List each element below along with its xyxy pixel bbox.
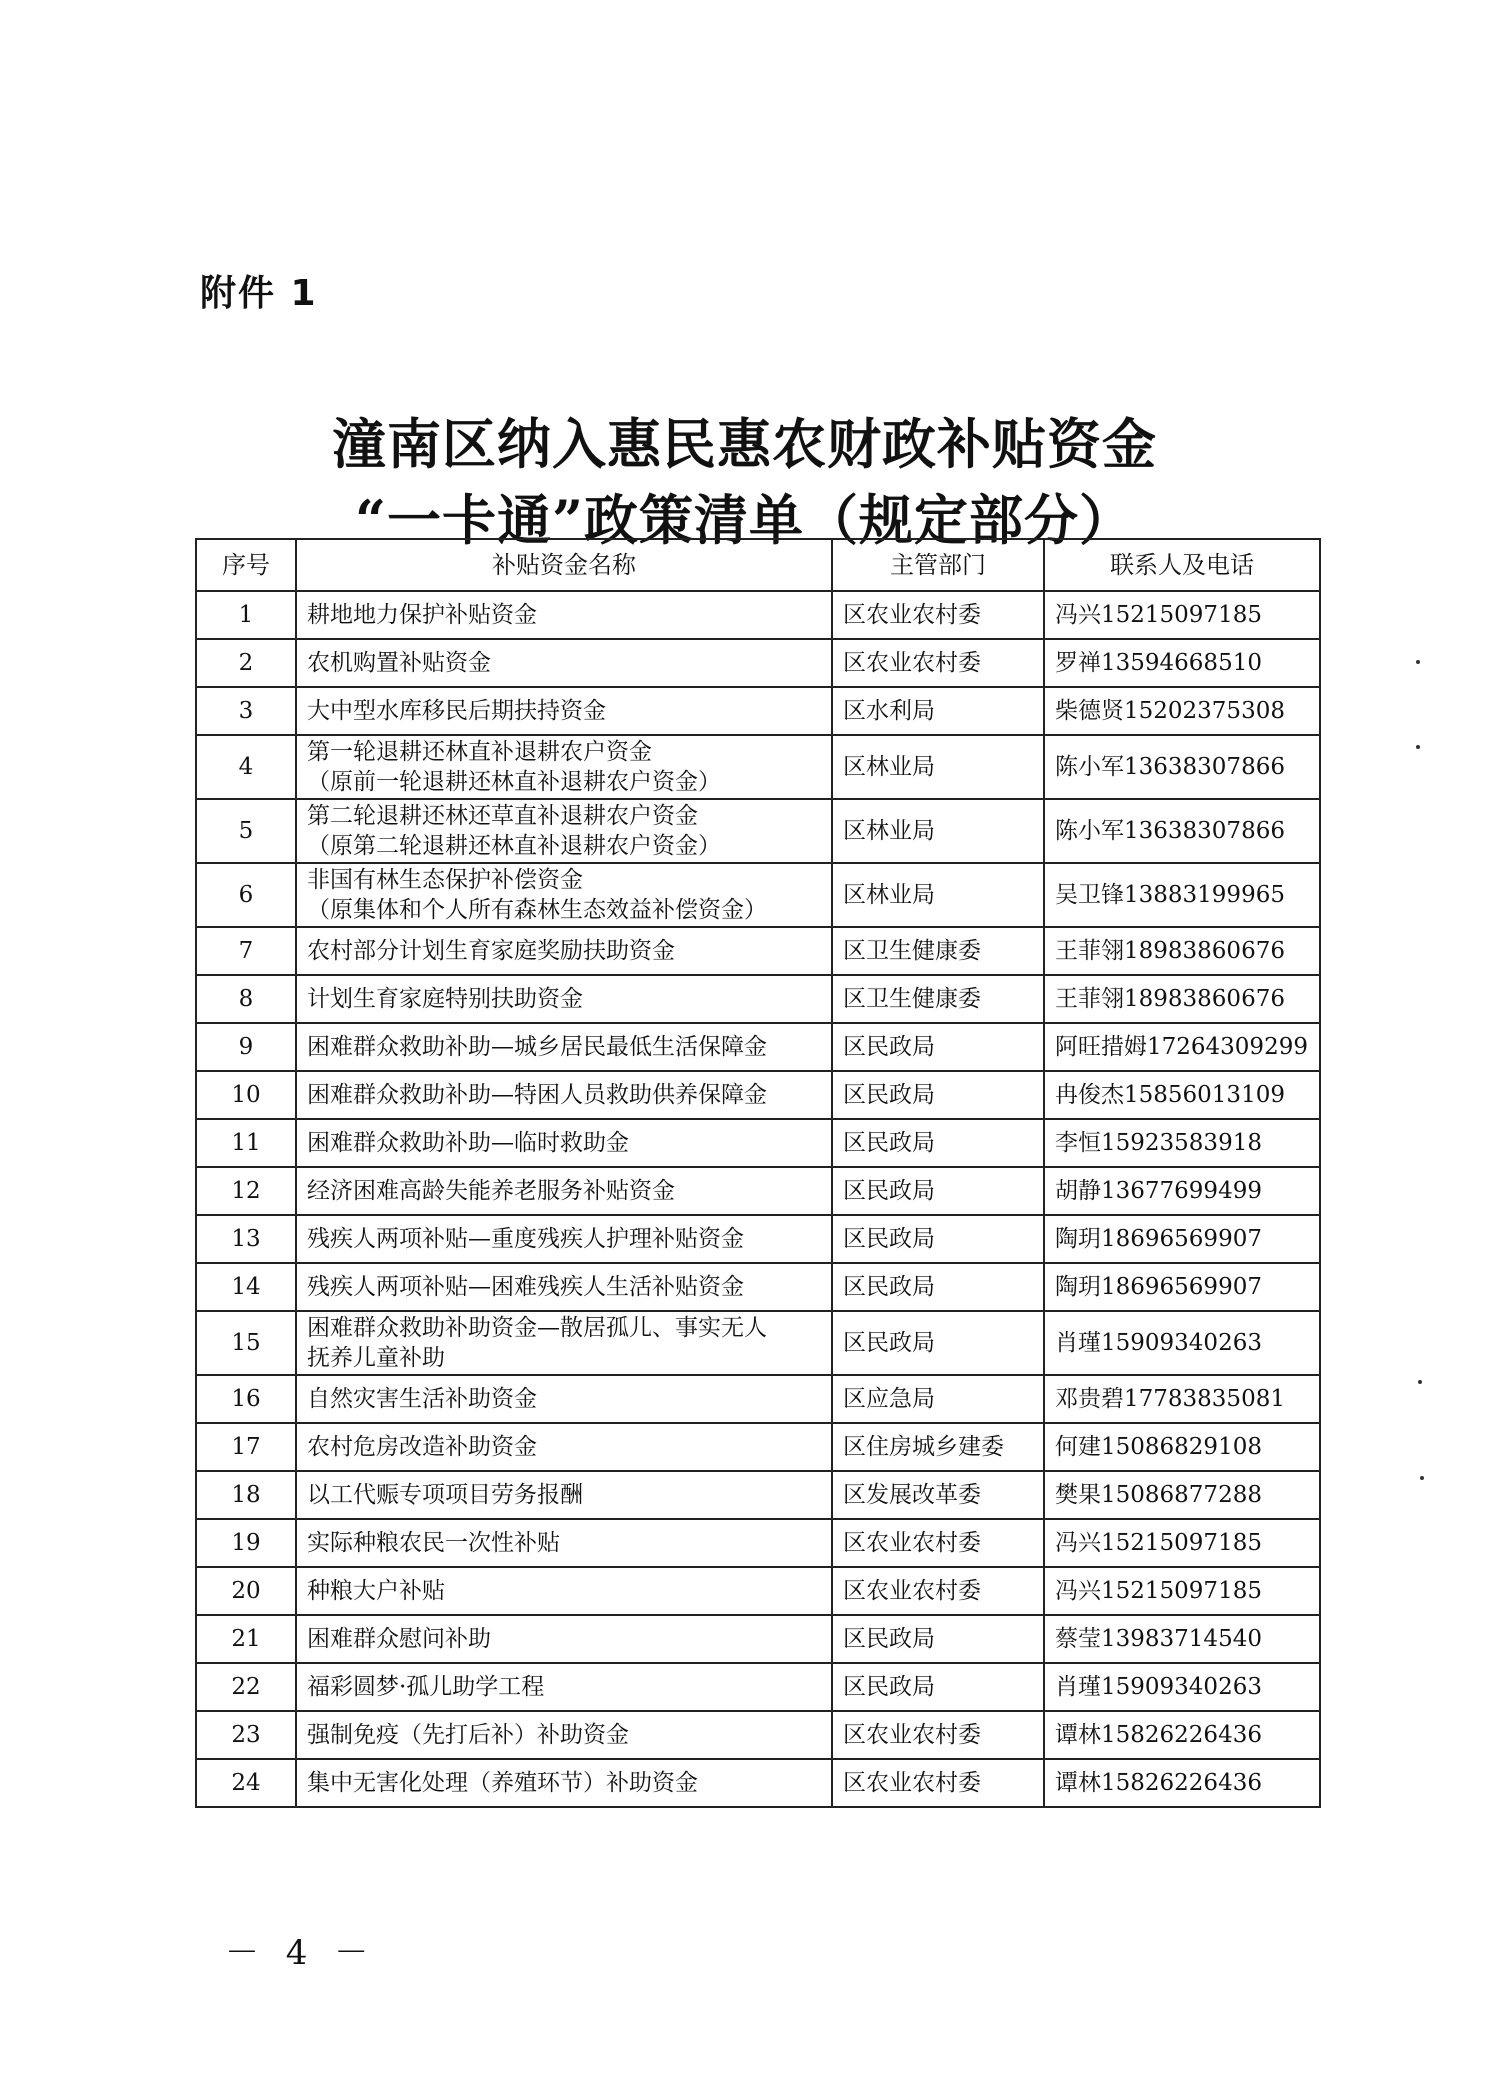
- fund-name-cell: [296, 1615, 832, 1663]
- contact-cell: 胡静13677699499: [1044, 1167, 1320, 1215]
- contact-cell: 肖瑾15909340263: [1044, 1663, 1320, 1711]
- department-cell: 区民政局: [832, 1071, 1044, 1119]
- fund-name-cell: [296, 799, 832, 863]
- contact-cell: 冉俊杰15856013109: [1044, 1071, 1320, 1119]
- fund-name-cell: [296, 1519, 832, 1567]
- fund-name: 强制免疫（先打后补）补助资金: [307, 1722, 629, 1748]
- department-cell: 区林业局: [832, 799, 1044, 863]
- table-header-row: [196, 539, 1320, 591]
- table-row: [196, 1615, 1320, 1663]
- header-fund-name: 补贴资金名称: [296, 539, 832, 591]
- row-number: 14: [196, 1263, 296, 1311]
- table-row: [196, 1263, 1320, 1311]
- fund-name-cell: [296, 1759, 832, 1807]
- table-row: [196, 1711, 1320, 1759]
- table-row: [196, 863, 1320, 927]
- table-row: [196, 639, 1320, 687]
- row-number: 24: [196, 1759, 296, 1807]
- contact-cell: 邓贵碧17783835081: [1044, 1375, 1320, 1423]
- fund-name: 以工代赈专项项目劳务报酬: [307, 1482, 583, 1508]
- table-body: [196, 591, 1320, 1807]
- fund-name: 残疾人两项补贴—重度残疾人护理补贴资金: [307, 1226, 744, 1252]
- row-number: 5: [196, 799, 296, 863]
- fund-name: 大中型水库移民后期扶持资金: [307, 698, 606, 724]
- fund-name: 福彩圆梦·孤儿助学工程: [307, 1674, 545, 1700]
- table-row: [196, 1215, 1320, 1263]
- fund-name-cell: [296, 1071, 832, 1119]
- department-cell: 区民政局: [832, 1663, 1044, 1711]
- fund-name: 非国有林生态保护补偿资金: [307, 867, 583, 893]
- contact-cell: 陶玥18696569907: [1044, 1215, 1320, 1263]
- row-number: 23: [196, 1711, 296, 1759]
- scan-speck: [1416, 660, 1420, 664]
- row-number: 10: [196, 1071, 296, 1119]
- row-number: 13: [196, 1215, 296, 1263]
- row-number: 6: [196, 863, 296, 927]
- table-row: [196, 591, 1320, 639]
- fund-name-cell: [296, 735, 832, 799]
- fund-name: 经济困难高龄失能养老服务补贴资金: [307, 1178, 675, 1204]
- scan-speck: [1418, 1380, 1422, 1384]
- table-row: [196, 1311, 1320, 1375]
- fund-name-cell: [296, 1263, 832, 1311]
- department-cell: 区民政局: [832, 1615, 1044, 1663]
- scan-speck: [1420, 1476, 1424, 1480]
- fund-name-note: （原集体和个人所有森林生态效益补偿资金）: [307, 897, 767, 923]
- contact-cell: 王菲翎18983860676: [1044, 975, 1320, 1023]
- table-row: [196, 1471, 1320, 1519]
- row-number: 7: [196, 927, 296, 975]
- fund-name-cell: [296, 1471, 832, 1519]
- row-number: 19: [196, 1519, 296, 1567]
- contact-cell: 阿旺措姆17264309299: [1044, 1023, 1320, 1071]
- page-number: － 4 －: [225, 1933, 377, 1973]
- document-title-line-1: 潼南区纳入惠民惠农财政补贴资金: [332, 412, 1157, 476]
- fund-name: 残疾人两项补贴—困难残疾人生活补贴资金: [307, 1274, 744, 1300]
- department-cell: 区民政局: [832, 1023, 1044, 1071]
- department-cell: 区民政局: [832, 1119, 1044, 1167]
- department-cell: 区农业农村委: [832, 1567, 1044, 1615]
- row-number: 1: [196, 591, 296, 639]
- fund-name-note: （原前一轮退耕还林直补退耕农户资金）: [307, 769, 721, 795]
- department-cell: 区民政局: [832, 1167, 1044, 1215]
- fund-name-cell: [296, 927, 832, 975]
- fund-name-cell: [296, 1119, 832, 1167]
- fund-name-cell: [296, 1663, 832, 1711]
- fund-name: 农村危房改造补助资金: [307, 1434, 537, 1460]
- fund-name: 集中无害化处理（养殖环节）补助资金: [307, 1770, 698, 1796]
- table-row: [196, 1759, 1320, 1807]
- fund-name-cell: [296, 863, 832, 927]
- department-cell: 区住房城乡建委: [832, 1423, 1044, 1471]
- row-number: 22: [196, 1663, 296, 1711]
- table-row: [196, 687, 1320, 735]
- fund-name-cell: [296, 1567, 832, 1615]
- contact-cell: 陈小军13638307866: [1044, 799, 1320, 863]
- row-number: 3: [196, 687, 296, 735]
- table-row: [196, 1519, 1320, 1567]
- department-cell: 区民政局: [832, 1263, 1044, 1311]
- fund-name-cell: [296, 591, 832, 639]
- table-row: [196, 1023, 1320, 1071]
- fund-name-cell: [296, 639, 832, 687]
- fund-name: 种粮大户补贴: [307, 1578, 445, 1604]
- contact-cell: 冯兴15215097185: [1044, 1519, 1320, 1567]
- fund-name: 困难群众救助补助资金—散居孤儿、事实无人: [307, 1315, 767, 1341]
- fund-name: 困难群众慰问补助: [307, 1626, 491, 1652]
- fund-name: 困难群众救助补助—城乡居民最低生活保障金: [307, 1034, 767, 1060]
- contact-cell: 陈小军13638307866: [1044, 735, 1320, 799]
- row-number: 4: [196, 735, 296, 799]
- department-cell: 区民政局: [832, 1311, 1044, 1375]
- row-number: 2: [196, 639, 296, 687]
- department-cell: 区水利局: [832, 687, 1044, 735]
- department-cell: 区林业局: [832, 863, 1044, 927]
- department-cell: 区农业农村委: [832, 591, 1044, 639]
- contact-cell: 罗禅13594668510: [1044, 639, 1320, 687]
- fund-name-cell: [296, 1375, 832, 1423]
- department-cell: 区卫生健康委: [832, 975, 1044, 1023]
- contact-cell: 柴德贤15202375308: [1044, 687, 1320, 735]
- department-cell: 区农业农村委: [832, 1711, 1044, 1759]
- contact-cell: 蔡莹13983714540: [1044, 1615, 1320, 1663]
- table-row: [196, 1071, 1320, 1119]
- row-number: 21: [196, 1615, 296, 1663]
- department-cell: 区农业农村委: [832, 1519, 1044, 1567]
- table-row: [196, 975, 1320, 1023]
- fund-name-note: （原第二轮退耕还林直补退耕农户资金）: [307, 833, 721, 859]
- fund-name: 农机购置补贴资金: [307, 650, 491, 676]
- department-cell: 区应急局: [832, 1375, 1044, 1423]
- table-row: [196, 735, 1320, 799]
- scan-speck: [1416, 745, 1420, 749]
- contact-cell: 陶玥18696569907: [1044, 1263, 1320, 1311]
- row-number: 16: [196, 1375, 296, 1423]
- contact-cell: 冯兴15215097185: [1044, 591, 1320, 639]
- fund-name: 实际种粮农民一次性补贴: [307, 1530, 560, 1556]
- contact-cell: 谭林15826226436: [1044, 1759, 1320, 1807]
- row-number: 18: [196, 1471, 296, 1519]
- table-row: [196, 1119, 1320, 1167]
- row-number: 8: [196, 975, 296, 1023]
- table-row: [196, 1567, 1320, 1615]
- table-row: [196, 799, 1320, 863]
- row-number: 12: [196, 1167, 296, 1215]
- fund-name: 第一轮退耕还林直补退耕农户资金: [307, 739, 652, 765]
- contact-cell: 吴卫锋13883199965: [1044, 863, 1320, 927]
- department-cell: 区民政局: [832, 1215, 1044, 1263]
- department-cell: 区卫生健康委: [832, 927, 1044, 975]
- fund-name-note: 抚养儿童补助: [307, 1345, 445, 1371]
- policy-table: [195, 538, 1321, 1808]
- fund-name-cell: [296, 1023, 832, 1071]
- table-row: [196, 1375, 1320, 1423]
- fund-name: 农村部分计划生育家庭奖励扶助资金: [307, 938, 675, 964]
- row-number: 9: [196, 1023, 296, 1071]
- row-number: 11: [196, 1119, 296, 1167]
- contact-cell: 樊果15086877288: [1044, 1471, 1320, 1519]
- contact-cell: 肖瑾15909340263: [1044, 1311, 1320, 1375]
- department-cell: 区发展改革委: [832, 1471, 1044, 1519]
- table-row: [196, 1663, 1320, 1711]
- fund-name: 困难群众救助补助—特困人员救助供养保障金: [307, 1082, 767, 1108]
- table-row: [196, 927, 1320, 975]
- row-number: 17: [196, 1423, 296, 1471]
- contact-cell: 谭林15826226436: [1044, 1711, 1320, 1759]
- document-title-line-2: “一卡通”政策清单（规定部分）: [354, 488, 1135, 552]
- department-cell: 区农业农村委: [832, 1759, 1044, 1807]
- fund-name-cell: [296, 975, 832, 1023]
- fund-name-cell: [296, 1311, 832, 1375]
- fund-name-cell: [296, 1167, 832, 1215]
- contact-cell: 李恒15923583918: [1044, 1119, 1320, 1167]
- department-cell: 区林业局: [832, 735, 1044, 799]
- fund-name-cell: [296, 1711, 832, 1759]
- contact-cell: 何建15086829108: [1044, 1423, 1320, 1471]
- fund-name: 困难群众救助补助—临时救助金: [307, 1130, 629, 1156]
- fund-name: 自然灾害生活补助资金: [307, 1386, 537, 1412]
- fund-name-cell: [296, 1215, 832, 1263]
- fund-name: 耕地地力保护补贴资金: [307, 602, 537, 628]
- row-number: 15: [196, 1311, 296, 1375]
- department-cell: 区农业农村委: [832, 639, 1044, 687]
- row-number: 20: [196, 1567, 296, 1615]
- fund-name-cell: [296, 1423, 832, 1471]
- fund-name: 第二轮退耕还林还草直补退耕农户资金: [307, 803, 698, 829]
- header-contact: 联系人及电话: [1044, 539, 1320, 591]
- attachment-label: 附件 1: [200, 273, 318, 314]
- fund-name: 计划生育家庭特别扶助资金: [307, 986, 583, 1012]
- contact-cell: 冯兴15215097185: [1044, 1567, 1320, 1615]
- contact-cell: 王菲翎18983860676: [1044, 927, 1320, 975]
- table-row: [196, 1423, 1320, 1471]
- header-no: 序号: [196, 539, 296, 591]
- header-department: 主管部门: [832, 539, 1044, 591]
- fund-name-cell: [296, 687, 832, 735]
- table-row: [196, 1167, 1320, 1215]
